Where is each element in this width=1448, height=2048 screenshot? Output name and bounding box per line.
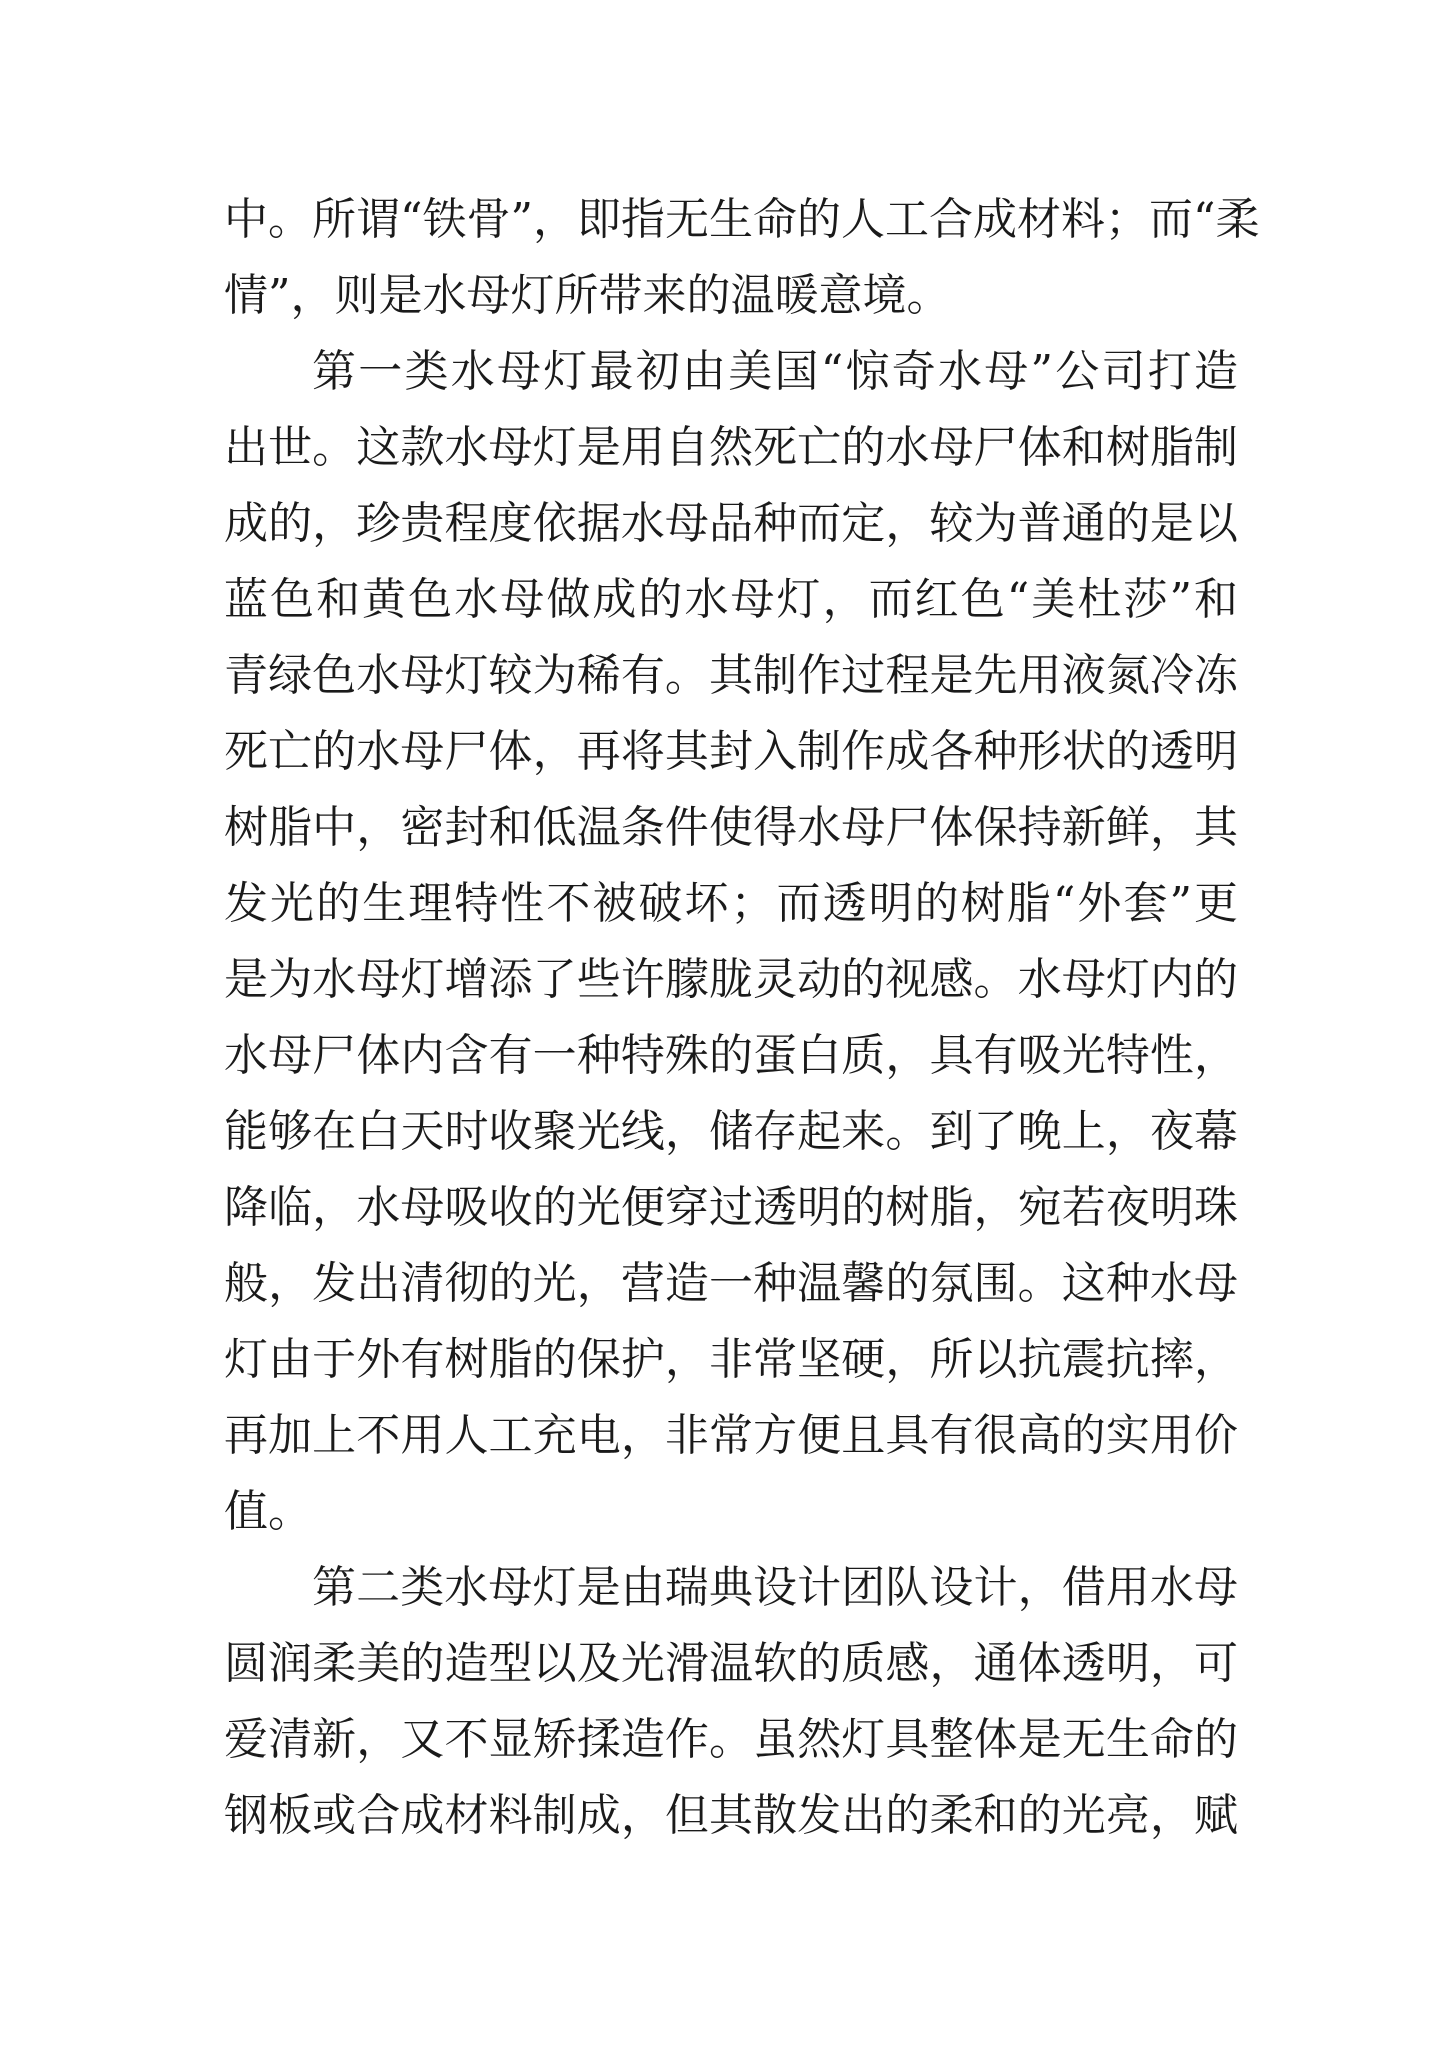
paragraph — [224, 182, 1260, 334]
text-line: 蓝色和黄色水母做成的水母灯，而红色“美杜莎”和 — [224, 574, 1238, 625]
text-line: 中。所谓“铁骨”，即指无生命的人工合成材料；而“柔 — [224, 194, 1260, 245]
text-line: 是为水母灯增添了些许朦胧灵动的视感。水母灯内的 — [224, 954, 1238, 1005]
text-line: 降临，水母吸收的光便穿过透明的树脂，宛若夜明珠 — [224, 1182, 1238, 1233]
text-line: 般，发出清彻的光，营造一种温馨的氛围。这种水母 — [224, 1258, 1238, 1309]
text-line: 再加上不用人工充电，非常方便且具有很高的实用价 — [224, 1410, 1238, 1461]
text-line: 圆润柔美的造型以及光滑温软的质感，通体透明，可 — [224, 1638, 1238, 1689]
body-text — [224, 182, 1260, 1854]
text-line: 第一类水母灯最初由美国“惊奇水母”公司打造 — [312, 346, 1238, 397]
text-line: 情”，则是水母灯所带来的温暖意境。 — [224, 270, 951, 321]
text-line: 灯由于外有树脂的保护，非常坚硬，所以抗震抗摔， — [224, 1334, 1238, 1385]
paragraph — [224, 1550, 1238, 1854]
text-line: 死亡的水母尸体，再将其封入制作成各种形状的透明 — [224, 726, 1238, 777]
text-line: 爱清新，又不显矫揉造作。虽然灯具整体是无生命的 — [224, 1714, 1238, 1765]
text-line: 发光的生理特性不被破坏；而透明的树脂“外套”更 — [224, 878, 1238, 929]
paragraph — [224, 334, 1238, 1550]
text-line: 树脂中，密封和低温条件使得水母尸体保持新鲜，其 — [224, 802, 1238, 853]
text-line: 青绿色水母灯较为稀有。其制作过程是先用液氮冷冻 — [224, 650, 1238, 701]
text-line: 钢板或合成材料制成，但其散发出的柔和的光亮，赋 — [224, 1790, 1238, 1841]
text-line: 第二类水母灯是由瑞典设计团队设计，借用水母 — [312, 1562, 1238, 1613]
text-line: 能够在白天时收聚光线，储存起来。到了晚上，夜幕 — [224, 1106, 1238, 1157]
text-line: 成的，珍贵程度依据水母品种而定，较为普通的是以 — [224, 498, 1238, 549]
text-line: 水母尸体内含有一种特殊的蛋白质，具有吸光特性， — [224, 1030, 1238, 1081]
text-line: 值。 — [224, 1486, 312, 1537]
text-line: 出世。这款水母灯是用自然死亡的水母尸体和树脂制 — [224, 422, 1238, 473]
